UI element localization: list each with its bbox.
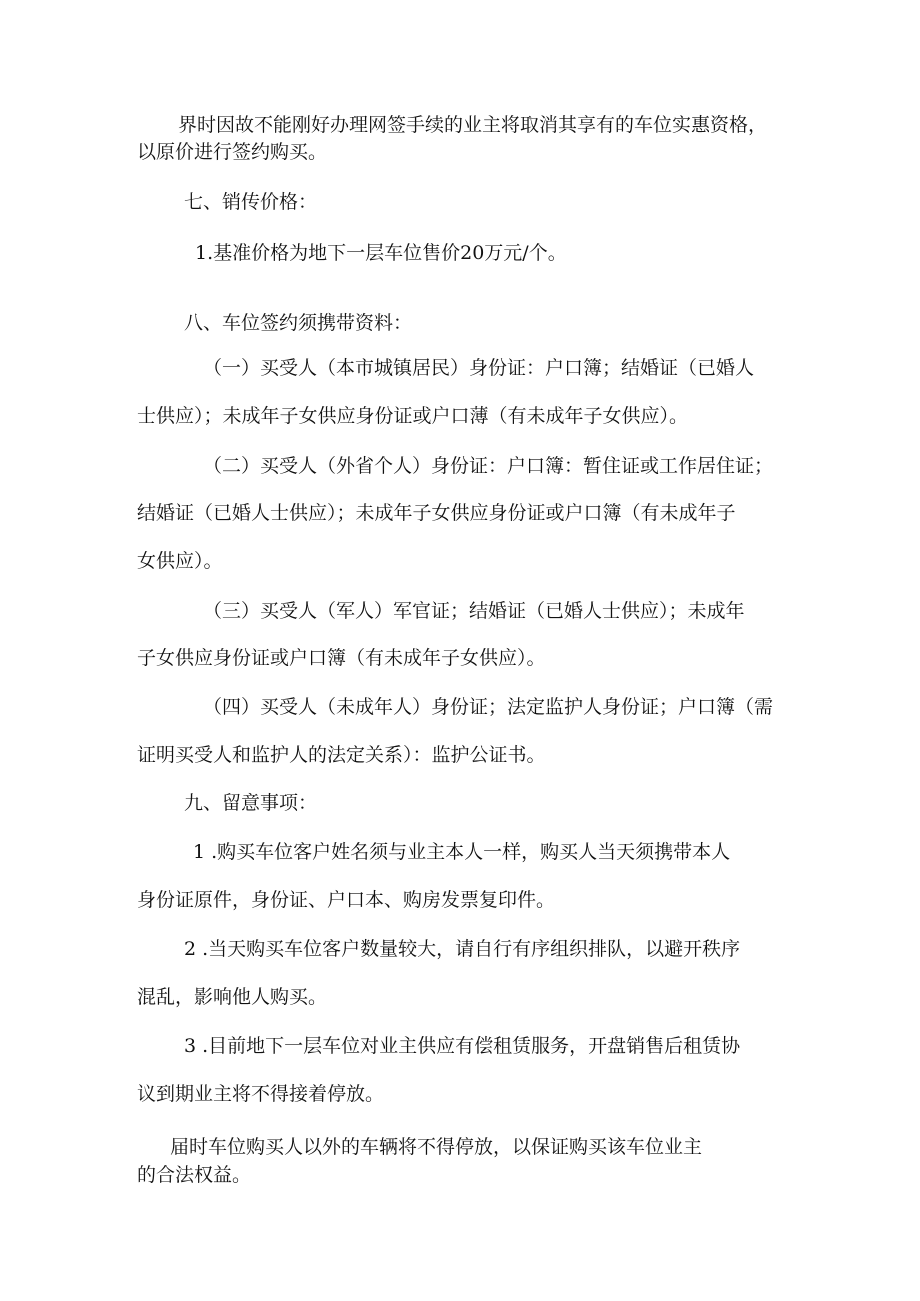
paragraph-line: 1 .购买车位客户姓名须与业主本人一样，购买人当天须携带本人	[193, 841, 731, 863]
section-heading: 九、留意事项：	[184, 792, 318, 814]
paragraph-line: 2 .当天购买车位客户数量较大，请自行有序组织排队，以避开秩序	[184, 938, 741, 960]
paragraph-line: 身份证原件，身份证、户口本、购房发票复印件。	[137, 889, 556, 911]
section-heading: 七、销传价格：	[184, 191, 318, 213]
paragraph-line: 子女供应身份证或户口簿（有未成年子女供应）。	[137, 647, 546, 669]
paragraph-line: 女供应）。	[137, 550, 223, 572]
paragraph-line: 1.基准价格为地下一层车位售价20万元/个。	[195, 242, 567, 264]
paragraph-line: （一）买受人（本市城镇居民）身份证：户口簿；结婚证（已婚人	[203, 357, 755, 379]
paragraph-line: 以原价进行签约购买。	[137, 141, 328, 163]
paragraph-line: 士供应）；未成年子女供应身份证或户口薄（有未成年子女供应）。	[137, 405, 689, 427]
paragraph-line: 届时车位购买人以外的车辆将不得停放，以保证购买该车位业主	[170, 1136, 703, 1158]
paragraph-line: 结婚证（已婚人士供应）；未成年子女供应身份证或户口簿（有未成年子	[137, 502, 736, 524]
paragraph-line: 证明买受人和监护人的法定关系）：监护公证书。	[137, 744, 546, 766]
paragraph-line: 3 .目前地下一层车位对业主供应有偿租赁服务，开盘销售后租赁协	[184, 1035, 741, 1057]
paragraph-line: （三）买受人（军人）军官证；结婚证（已婚人士供应）；未成年	[203, 600, 745, 622]
paragraph-line: 的合法权益。	[137, 1164, 252, 1186]
section-heading: 八、车位签约须携带资料：	[184, 312, 413, 334]
paragraph-line: 界时因故不能刚好办理网签手续的业主将取消其享有的车位实惠资格，	[178, 114, 768, 136]
paragraph-line: （二）买受人（外省个人）身份证：户口簿：暂住证或工作居住证；	[203, 455, 774, 477]
paragraph-line: 议到期业主将不得接着停放。	[137, 1083, 385, 1105]
paragraph-line: 混乱，影响他人购买。	[137, 986, 328, 1008]
paragraph-line: （四）买受人（未成年人）身份证；法定监护人身份证；户口簿（需	[203, 696, 774, 718]
